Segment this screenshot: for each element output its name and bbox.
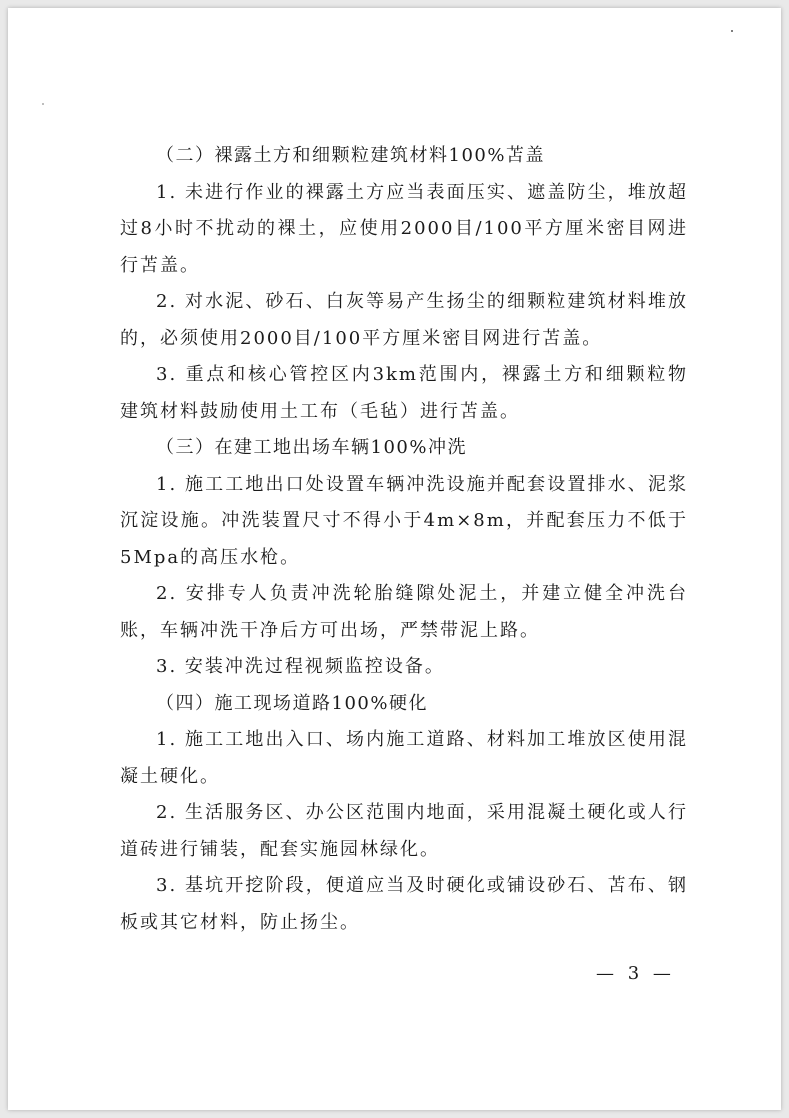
- scan-speck: [731, 30, 733, 32]
- section-heading-3: （三）在建工地出场车辆100%冲洗: [156, 437, 467, 458]
- paragraph-2-2: 2. 对水泥、砂石、白灰等易产生扬尘的细颗粒建筑材料堆放的，必须使用2000目/100平方厘米密目网进行苫盖。: [120, 291, 688, 349]
- page-number: — 3 —: [596, 963, 675, 984]
- paragraph-2-1: 1. 未进行作业的裸露土方应当表面压实、遮盖防尘，堆放超过8小时不扰动的裸土，应使用2000目/100平方厘米密目网进行苫盖。: [120, 181, 688, 276]
- paragraph-3-2: 2. 安排专人负责冲洗轮胎缝隙处泥土，并建立健全冲洗台账，车辆冲洗干净后方可出场，严禁带泥上路。: [120, 583, 688, 641]
- section-heading-2: （二）裸露土方和细颗粒建筑材料100%苫盖: [156, 145, 545, 166]
- paragraph-3-3: 3. 安装冲洗过程视频监控设备。: [156, 656, 445, 677]
- paragraph-4-2: 2. 生活服务区、办公区范围内地面，采用混凝土硬化或人行道砖进行铺装，配套实施园林绿化。: [120, 802, 688, 860]
- section-heading-4: （四）施工现场道路100%硬化: [156, 692, 428, 714]
- document-body: [120, 138, 688, 941]
- scan-speck: [42, 103, 44, 105]
- paragraph-4-1: 1. 施工工地出入口、场内施工道路、材料加工堆放区使用混凝土硬化。: [120, 729, 688, 787]
- document-page: [8, 8, 781, 1110]
- paragraph-2-3: 3. 重点和核心管控区内3km范围内，裸露土方和细颗粒物建筑材料鼓励使用土工布（毛毡）进行苫盖。: [120, 364, 688, 422]
- paragraph-3-1: 1. 施工工地出口处设置车辆冲洗设施并配套设置排水、泥浆沉淀设施。冲洗装置尺寸不得小于4m×8m，并配套压力不低于5Mpa的高压水枪。: [120, 473, 688, 568]
- paragraph-4-3: 3. 基坑开挖阶段，便道应当及时硬化或铺设砂石、苫布、钢板或其它材料，防止扬尘。: [120, 875, 688, 933]
